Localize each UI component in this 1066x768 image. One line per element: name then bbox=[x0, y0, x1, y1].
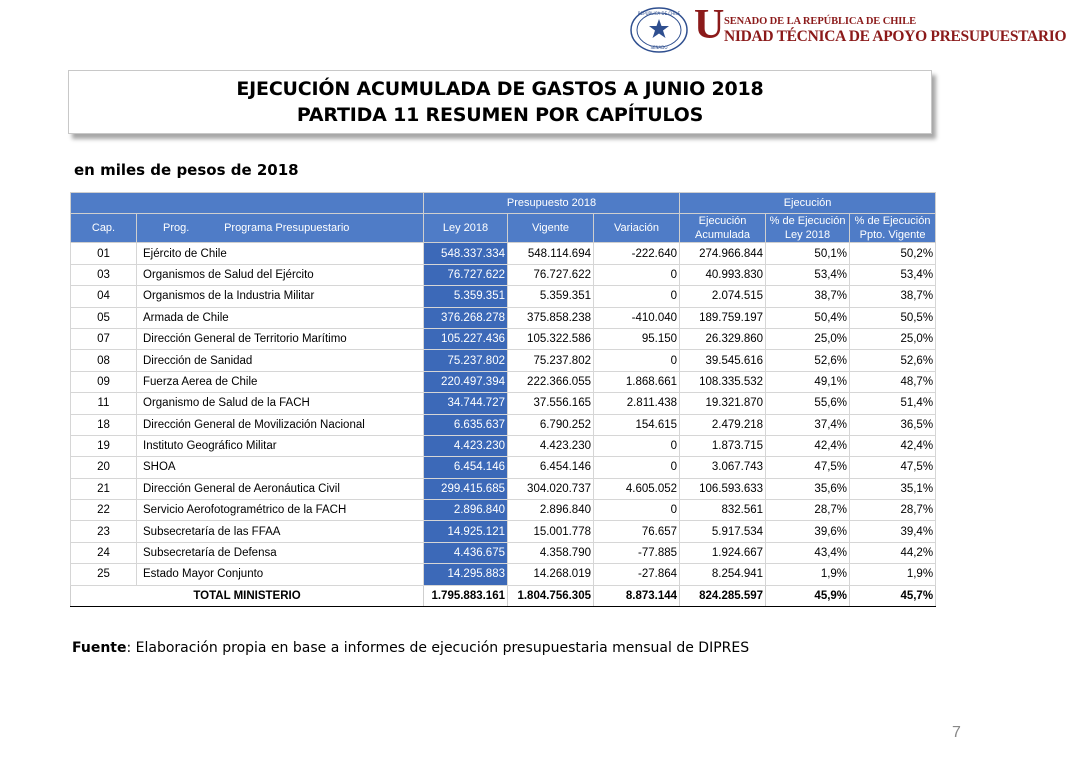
cell-pct-ley: 47,5% bbox=[766, 457, 850, 478]
cell-pct-vigente: 50,5% bbox=[850, 307, 936, 328]
cell-program: Subsecretaría de las FFAA bbox=[137, 521, 424, 542]
cell-program: Subsecretaría de Defensa bbox=[137, 542, 424, 563]
cell-variacion: 0 bbox=[594, 500, 680, 521]
cell-cap: 20 bbox=[71, 457, 137, 478]
cell-pct-vigente: 44,2% bbox=[850, 542, 936, 563]
cell-ejecucion: 8.254.941 bbox=[680, 564, 766, 585]
cell-cap: 08 bbox=[71, 350, 137, 371]
cell-vigente: 2.896.840 bbox=[508, 500, 594, 521]
cell-ejecucion: 832.561 bbox=[680, 500, 766, 521]
table-row bbox=[71, 243, 936, 264]
col-variacion: Variación bbox=[594, 214, 680, 243]
cell-vigente: 15.001.778 bbox=[508, 521, 594, 542]
table-row bbox=[71, 435, 936, 456]
cell-pct-ley: 28,7% bbox=[766, 500, 850, 521]
cell-variacion: 1.868.661 bbox=[594, 371, 680, 392]
cell-ejecucion: 1.924.667 bbox=[680, 542, 766, 563]
cell-ley: 376.268.278 bbox=[424, 307, 508, 328]
cell-pct-ley: 1,9% bbox=[766, 564, 850, 585]
cell-ejecucion: 5.917.534 bbox=[680, 521, 766, 542]
cell-cap: 04 bbox=[71, 286, 137, 307]
cell-vigente: 375.858.238 bbox=[508, 307, 594, 328]
col-pct-ley bbox=[766, 214, 850, 243]
brand-line-2: NIDAD TÉCNICA DE APOYO PRESUPUESTARIO bbox=[724, 28, 1066, 45]
cell-ley: 14.295.883 bbox=[424, 564, 508, 585]
cell-pct-vigente: 42,4% bbox=[850, 435, 936, 456]
cell-pct-ley: 38,7% bbox=[766, 286, 850, 307]
table-row bbox=[71, 328, 936, 349]
cell-vigente: 75.237.802 bbox=[508, 350, 594, 371]
cell-pct-ley: 37,4% bbox=[766, 414, 850, 435]
title-line-2: PARTIDA 11 RESUMEN POR CAPÍTULOS bbox=[296, 104, 704, 126]
cell-pct-ley: 52,6% bbox=[766, 350, 850, 371]
cell-ley: 2.896.840 bbox=[424, 500, 508, 521]
budget-group-header: Presupuesto 2018 bbox=[424, 193, 680, 214]
cell-vigente: 6.790.252 bbox=[508, 414, 594, 435]
cell-vigente: 14.268.019 bbox=[508, 564, 594, 585]
cell-cap: 23 bbox=[71, 521, 137, 542]
table-row bbox=[71, 521, 936, 542]
cell-pct-vigente: 38,7% bbox=[850, 286, 936, 307]
table-row bbox=[71, 264, 936, 285]
col-pct-vigente-line1: % de Ejecución bbox=[854, 215, 931, 228]
cell-pct-ley: 55,6% bbox=[766, 393, 850, 414]
cell-vigente: 5.359.351 bbox=[508, 286, 594, 307]
col-vigente: Vigente bbox=[508, 214, 594, 243]
cell-ejecucion: 1.873.715 bbox=[680, 435, 766, 456]
cell-ejecucion: 40.993.830 bbox=[680, 264, 766, 285]
col-prog-label: Prog. bbox=[163, 222, 190, 235]
cell-ley: 548.337.334 bbox=[424, 243, 508, 264]
total-ejecucion: 824.285.597 bbox=[680, 585, 766, 606]
table-row bbox=[71, 414, 936, 435]
cell-cap: 22 bbox=[71, 500, 137, 521]
cell-ley: 4.436.675 bbox=[424, 542, 508, 563]
cell-pct-vigente: 35,1% bbox=[850, 478, 936, 499]
table-row bbox=[71, 542, 936, 563]
cell-vigente: 76.727.622 bbox=[508, 264, 594, 285]
cell-pct-vigente: 52,6% bbox=[850, 350, 936, 371]
cell-variacion: 0 bbox=[594, 457, 680, 478]
cell-pct-vigente: 53,4% bbox=[850, 264, 936, 285]
cell-cap: 07 bbox=[71, 328, 137, 349]
cell-vigente: 548.114.694 bbox=[508, 243, 594, 264]
col-ejecucion-line2: Acumulada bbox=[695, 229, 751, 242]
cell-ejecucion: 39.545.616 bbox=[680, 350, 766, 371]
cell-pct-vigente: 39,4% bbox=[850, 521, 936, 542]
col-ejecucion bbox=[680, 214, 766, 243]
cell-pct-ley: 49,1% bbox=[766, 371, 850, 392]
cell-ley: 105.227.436 bbox=[424, 328, 508, 349]
cell-program: Estado Mayor Conjunto bbox=[137, 564, 424, 585]
cell-ejecucion: 106.593.633 bbox=[680, 478, 766, 499]
brand-line-1: SENADO DE LA REPÚBLICA DE CHILE bbox=[724, 16, 917, 27]
column-header-row bbox=[71, 214, 936, 243]
source-note bbox=[72, 640, 749, 656]
cell-variacion: -410.040 bbox=[594, 307, 680, 328]
cell-pct-vigente: 50,2% bbox=[850, 243, 936, 264]
total-ley: 1.795.883.161 bbox=[424, 585, 508, 606]
total-pct-ley: 45,9% bbox=[766, 585, 850, 606]
cell-pct-vigente: 25,0% bbox=[850, 328, 936, 349]
cell-vigente: 304.020.737 bbox=[508, 478, 594, 499]
cell-ejecucion: 189.759.197 bbox=[680, 307, 766, 328]
table-row bbox=[71, 457, 936, 478]
total-row bbox=[71, 585, 936, 606]
cell-variacion: 0 bbox=[594, 435, 680, 456]
cell-program: Armada de Chile bbox=[137, 307, 424, 328]
cell-variacion: 2.811.438 bbox=[594, 393, 680, 414]
svg-text:SENADO: SENADO bbox=[650, 45, 668, 50]
col-program-label: Programa Presupuestario bbox=[224, 222, 350, 235]
cell-pct-vigente: 47,5% bbox=[850, 457, 936, 478]
col-cap: Cap. bbox=[71, 214, 137, 243]
brand-initial: U bbox=[694, 2, 725, 48]
senate-seal-logo bbox=[630, 7, 688, 53]
cell-pct-ley: 43,4% bbox=[766, 542, 850, 563]
cell-cap: 11 bbox=[71, 393, 137, 414]
cell-variacion: -27.864 bbox=[594, 564, 680, 585]
cell-variacion: -77.885 bbox=[594, 542, 680, 563]
cell-pct-ley: 25,0% bbox=[766, 328, 850, 349]
blank-group-header bbox=[71, 193, 424, 214]
cell-pct-ley: 39,6% bbox=[766, 521, 850, 542]
cell-pct-vigente: 1,9% bbox=[850, 564, 936, 585]
cell-cap: 01 bbox=[71, 243, 137, 264]
cell-ley: 34.744.727 bbox=[424, 393, 508, 414]
cell-ley: 75.237.802 bbox=[424, 350, 508, 371]
cell-cap: 03 bbox=[71, 264, 137, 285]
table-row bbox=[71, 393, 936, 414]
cell-ejecucion: 2.479.218 bbox=[680, 414, 766, 435]
cell-variacion: -222.640 bbox=[594, 243, 680, 264]
cell-ejecucion: 3.067.743 bbox=[680, 457, 766, 478]
cell-program: Dirección de Sanidad bbox=[137, 350, 424, 371]
cell-program: Dirección General de Territorio Marítimo bbox=[137, 328, 424, 349]
cell-cap: 24 bbox=[71, 542, 137, 563]
cell-ejecucion: 108.335.532 bbox=[680, 371, 766, 392]
table-row bbox=[71, 350, 936, 371]
cell-cap: 09 bbox=[71, 371, 137, 392]
cell-pct-vigente: 51,4% bbox=[850, 393, 936, 414]
cell-program: Servicio Aerofotogramétrico de la FACH bbox=[137, 500, 424, 521]
cell-pct-vigente: 28,7% bbox=[850, 500, 936, 521]
cell-ley: 14.925.121 bbox=[424, 521, 508, 542]
source-label: Fuente bbox=[72, 640, 127, 656]
total-vigente: 1.804.756.305 bbox=[508, 585, 594, 606]
cell-variacion: 154.615 bbox=[594, 414, 680, 435]
cell-vigente: 105.322.586 bbox=[508, 328, 594, 349]
cell-pct-ley: 35,6% bbox=[766, 478, 850, 499]
group-header-row bbox=[71, 193, 936, 214]
table-row bbox=[71, 564, 936, 585]
col-pct-ley-line2: Ley 2018 bbox=[784, 229, 831, 242]
table-row bbox=[71, 500, 936, 521]
cell-vigente: 37.556.165 bbox=[508, 393, 594, 414]
cell-pct-ley: 50,4% bbox=[766, 307, 850, 328]
cell-variacion: 4.605.052 bbox=[594, 478, 680, 499]
units-note: en miles de pesos de 2018 bbox=[74, 161, 299, 179]
col-pct-vigente-line2: Ppto. Vigente bbox=[859, 229, 926, 242]
cell-ejecucion: 274.966.844 bbox=[680, 243, 766, 264]
page-number: 7 bbox=[952, 724, 961, 741]
table-row bbox=[71, 307, 936, 328]
cell-variacion: 0 bbox=[594, 350, 680, 371]
cell-ejecucion: 2.074.515 bbox=[680, 286, 766, 307]
col-pct-vigente bbox=[850, 214, 936, 243]
table-row bbox=[71, 286, 936, 307]
cell-program: Organismo de Salud de la FACH bbox=[137, 393, 424, 414]
col-program bbox=[137, 214, 424, 243]
cell-ley: 4.423.230 bbox=[424, 435, 508, 456]
cell-program: SHOA bbox=[137, 457, 424, 478]
total-variacion: 8.873.144 bbox=[594, 585, 680, 606]
cell-program: Ejército de Chile bbox=[137, 243, 424, 264]
cell-pct-ley: 50,1% bbox=[766, 243, 850, 264]
cell-vigente: 4.358.790 bbox=[508, 542, 594, 563]
cell-variacion: 0 bbox=[594, 286, 680, 307]
cell-cap: 18 bbox=[71, 414, 137, 435]
table-row bbox=[71, 478, 936, 499]
cell-pct-vigente: 36,5% bbox=[850, 414, 936, 435]
cell-vigente: 222.366.055 bbox=[508, 371, 594, 392]
cell-pct-vigente: 48,7% bbox=[850, 371, 936, 392]
cell-ley: 299.415.685 bbox=[424, 478, 508, 499]
cell-ley: 220.497.394 bbox=[424, 371, 508, 392]
total-label: TOTAL MINISTERIO bbox=[71, 585, 424, 606]
cell-program: Fuerza Aerea de Chile bbox=[137, 371, 424, 392]
cell-variacion: 95.150 bbox=[594, 328, 680, 349]
cell-cap: 19 bbox=[71, 435, 137, 456]
cell-cap: 05 bbox=[71, 307, 137, 328]
brand-logo bbox=[694, 2, 1066, 48]
source-text: : Elaboración propia en base a informes de ejecución presupuestaria mensual de DIPRES bbox=[126, 640, 750, 656]
table-row bbox=[71, 371, 936, 392]
col-ejecucion-line1: Ejecución bbox=[698, 215, 747, 228]
col-ley: Ley 2018 bbox=[424, 214, 508, 243]
cell-ley: 5.359.351 bbox=[424, 286, 508, 307]
cell-program: Instituto Geográfico Militar bbox=[137, 435, 424, 456]
col-pct-ley-line1: % de Ejecución bbox=[769, 215, 846, 228]
cell-program: Organismos de Salud del Ejército bbox=[137, 264, 424, 285]
cell-variacion: 0 bbox=[594, 264, 680, 285]
total-pct-vigente: 45,7% bbox=[850, 585, 936, 606]
cell-pct-ley: 53,4% bbox=[766, 264, 850, 285]
svg-text:REPÚBLICA DE CHILE: REPÚBLICA DE CHILE bbox=[637, 11, 681, 16]
cell-program: Dirección General de Movilización Nacional bbox=[137, 414, 424, 435]
cell-program: Organismos de la Industria Militar bbox=[137, 286, 424, 307]
cell-pct-ley: 42,4% bbox=[766, 435, 850, 456]
title-box bbox=[68, 70, 932, 134]
title-line-1: EJECUCIÓN ACUMULADA DE GASTOS A JUNIO 2018 bbox=[236, 78, 764, 100]
cell-ley: 6.454.146 bbox=[424, 457, 508, 478]
cell-vigente: 6.454.146 bbox=[508, 457, 594, 478]
cell-variacion: 76.657 bbox=[594, 521, 680, 542]
cell-ley: 76.727.622 bbox=[424, 264, 508, 285]
budget-table bbox=[70, 192, 936, 607]
cell-cap: 21 bbox=[71, 478, 137, 499]
cell-ejecucion: 19.321.870 bbox=[680, 393, 766, 414]
cell-cap: 25 bbox=[71, 564, 137, 585]
cell-ley: 6.635.637 bbox=[424, 414, 508, 435]
cell-vigente: 4.423.230 bbox=[508, 435, 594, 456]
cell-ejecucion: 26.329.860 bbox=[680, 328, 766, 349]
table-body bbox=[71, 243, 936, 585]
cell-program: Dirección General de Aeronáutica Civil bbox=[137, 478, 424, 499]
execution-group-header: Ejecución bbox=[680, 193, 936, 214]
